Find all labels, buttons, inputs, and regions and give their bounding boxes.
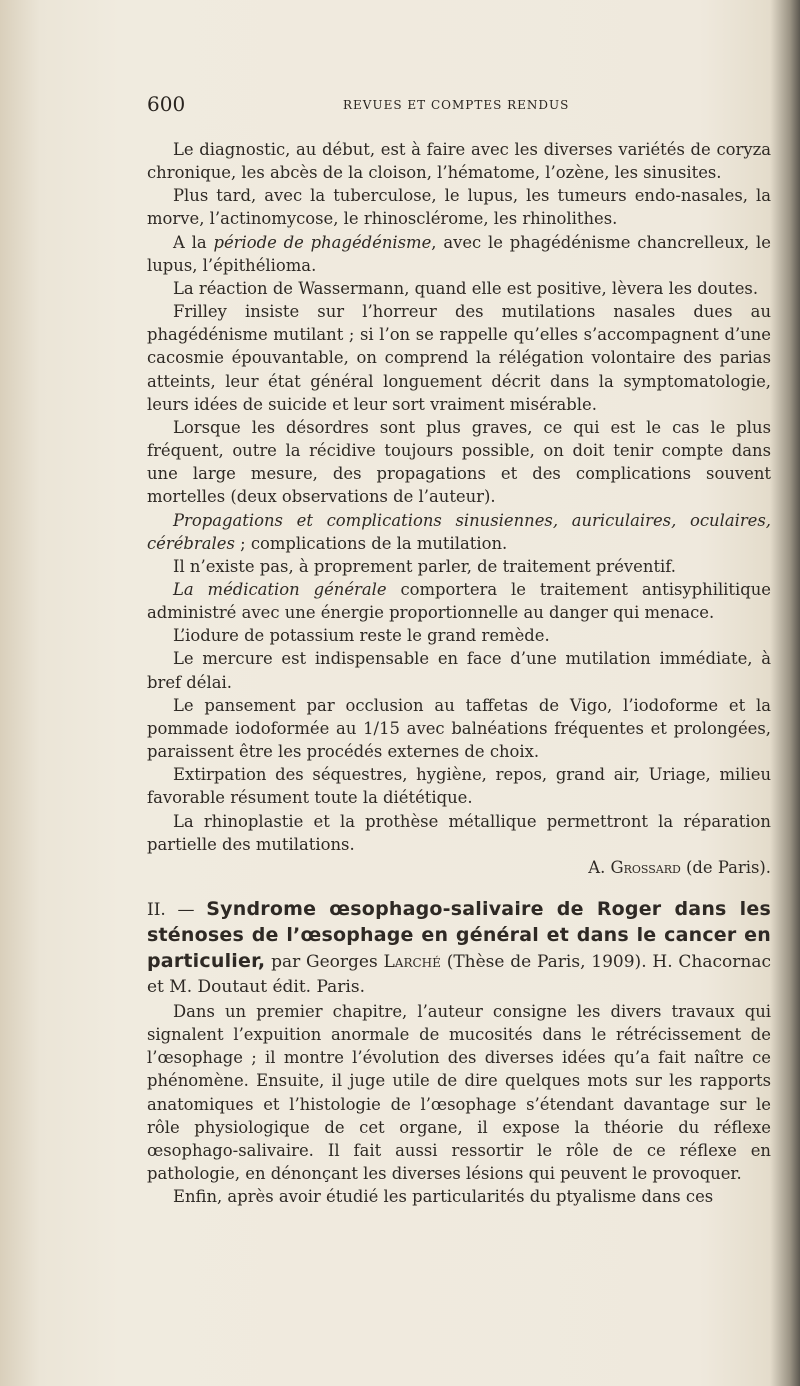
article-author: Larché (383, 952, 441, 972)
paragraph: Dans un premier chapitre, l’auteur consigne les divers travaux qui signalent l’expuition anormale de mucosités dans le rétrécissement de l’œsophage ; il montre l’évolution des diverses idées qu’a fait naître ce phénomène. Ensuite, il juge utile de dire quelques mots sur les rapports anatomiques et l’histologie de l’œsophage s’étendant davantage sur le rôle physiologique de cet organe, il expose la théorie du réflexe œsophago-salivaire. Il fait aussi ressortir le rôle de ce réflexe en pathologie, en dénonçant les diverses lésions qui peuvent le provoquer. (147, 1002, 771, 1184)
paragraph: L’iodure de potassium reste le grand remède. (173, 626, 550, 646)
page-header (0, 92, 800, 122)
signature (588, 856, 771, 879)
article-number: II. — (147, 900, 207, 920)
article-title: Syndrome œsophago-salivaire de Roger dans les sténoses de l’œsophage en général et dans le cancer en particulier, (147, 898, 771, 972)
paragraph (147, 231, 771, 277)
text-run: , avec le phagédénisme chancrelleux, le lupus, l’épithélioma. (147, 232, 771, 275)
signature-name: Grossard (610, 857, 681, 877)
signature-place: (de Paris). (680, 857, 771, 877)
paragraph (147, 578, 771, 624)
article-heading (147, 897, 771, 1000)
paragraph: Extirpation des séquestres, hygiène, repos, grand air, Uriage, milieu favorable résument toute la diététique. (147, 765, 771, 808)
paragraph: La rhinoplastie et la prothèse métallique permettront la réparation partielle des mutilations. (147, 811, 771, 854)
text-run: A la (173, 232, 214, 252)
paragraph: Plus tard, avec la tuberculose, le lupus, les tumeurs endo-nasales, la morve, l’actinomycose, le rhinosclérome, les rhinolithes. (147, 186, 771, 229)
paragraph (147, 509, 771, 555)
paragraph: Lorsque les désordres sont plus graves, ce qui est le cas le plus fréquent, outre la récidive toujours possible, on doit tenir compte dans une large mesure, des propagations et des complications souvent mortelles (deux observations de l’auteur). (147, 417, 771, 507)
signature-initial: A. (588, 857, 611, 877)
italic-term: La médication générale (173, 579, 387, 599)
text-run: ; complications de la mutilation. (234, 533, 508, 553)
article-citation: (Thèse de Paris, 1909). H. Chacornac et M. Doutaut édit. Paris. (147, 952, 771, 997)
article-by: par Georges (265, 952, 384, 972)
paragraph: Enfin, après avoir étudié les particularités du ptyalisme dans ces (173, 1187, 714, 1207)
body-text (147, 138, 771, 1208)
running-title: REVUES ET COMPTES RENDUS (343, 98, 570, 112)
paragraph: Frilley insiste sur l’horreur des mutilations nasales dues au phagédénisme mutilant ; si l’on se rappelle qu’elles s’accompagnent d’une cacosmie épouvantable, on comprend la rélégation volontaire des parias atteints, leur état général longuement décrit dans la symptomatologie, leurs idées de suicide et leur sort vraiment misérable. (147, 302, 771, 414)
italic-term: période de phagédénisme (213, 232, 432, 252)
italic-term: Propagations et complications sinusiennes, auriculaires, oculaires, cérébrales (147, 510, 771, 553)
text-run: comportera le traitement antisyphilitique administré avec une énergie proportionnelle au danger qui menace. (147, 579, 771, 623)
section-gap (147, 879, 771, 897)
signature-line (147, 856, 771, 879)
paragraph: Le mercure est indispensable en face d’une mutilation immédiate, à bref délai. (147, 649, 771, 692)
paragraph: Le pansement par occlusion au taffetas de Vigo, l’iodoforme et la pommade iodoformée au 1/15 avec balnéations fréquentes et prolongées, paraissent être les procédés externes de choix. (147, 695, 771, 762)
paragraph: La réaction de Wassermann, quand elle est positive, lèvera les doutes. (173, 278, 759, 298)
page-number: 600 (147, 92, 186, 116)
paragraph: Le diagnostic, au début, est à faire avec les diverses variétés de coryza chronique, les abcès de la cloison, l’hématome, l’ozène, les sinusites. (147, 140, 771, 183)
paragraph: Il n’existe pas, à proprement parler, de traitement préventif. (173, 556, 676, 576)
